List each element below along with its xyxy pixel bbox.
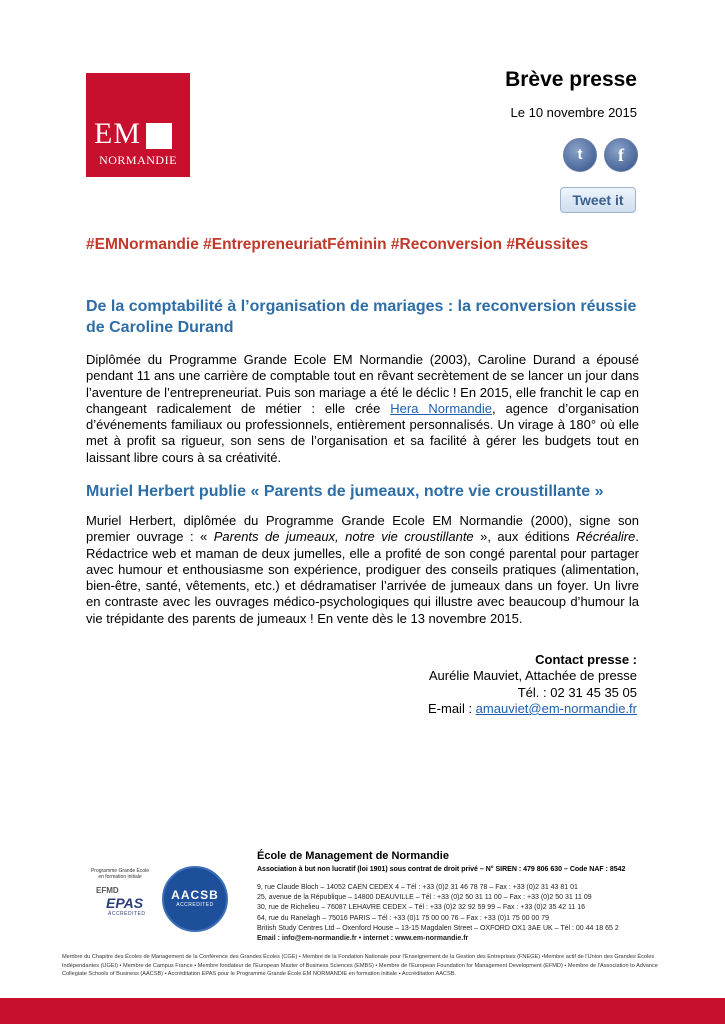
address-paris: 64, rue du Ranelagh – 75016 PARIS – Tél : +33 (0)1 75 00 00 76 – Fax : +33 (0)1 75 00 00 79 xyxy=(257,914,550,922)
school-name: École de Management de Normandie xyxy=(257,850,449,862)
article1-body xyxy=(86,352,639,466)
press-contact xyxy=(428,652,637,717)
article2-text-a: Muriel Herbert, diplômée du Programme Grande Ecole EM Normandie (2000), signe son premier ouvrage : « xyxy=(86,513,639,545)
aacsb-accredited: ACCREDITED xyxy=(176,902,214,908)
contact-label: Contact presse : xyxy=(535,652,637,667)
addresses xyxy=(257,883,619,944)
epas-accredited: ACCREDITED xyxy=(108,911,146,917)
epas-accreditation xyxy=(90,868,150,917)
address-deauville: 25, avenue de la République – 14800 DEAUVILLE – Tél : +33 (0)2 50 31 11 00 – Fax : +33 (0)2 50 31 11 09 xyxy=(257,894,592,902)
epas-label: EPAS xyxy=(106,895,144,911)
hashtags: #EMNormandie #EntrepreneuriatFéminin #Reconversion #Réussites xyxy=(86,236,589,253)
tree-icon xyxy=(146,123,172,149)
footer-bar xyxy=(0,998,725,1024)
hera-normandie-link[interactable]: Hera Normandie xyxy=(390,400,492,416)
book-title: Parents de jumeaux, notre vie croustillante xyxy=(213,529,474,545)
article2-text-b: », aux éditions xyxy=(473,529,577,545)
address-lehavre: 30, rue de Richelieu – 76087 LEHAVRE CEDEX – Tél : +33 (0)2 32 92 59 99 – Fax : +33 (0)2 35 42 11 16 xyxy=(257,904,586,912)
web-contact: Email : info@em-normandie.fr • internet : www.em-normandie.fr xyxy=(257,935,469,943)
pge-label: Programme Grande Ecole en formation initiale xyxy=(90,868,150,880)
contact-email-link[interactable]: amauviet@em-normandie.fr xyxy=(475,700,637,716)
address-oxford: British Study Centres Ltd – Oxenford House – 13-15 Magdalen Street – OXFORD OX1 3AE UK – Tél : 00 44 18 65 2 xyxy=(257,924,619,932)
contact-phone: Tél. : 02 31 45 35 05 xyxy=(517,684,637,700)
article1-heading: De la comptabilité à l’organisation de mariages : la reconversion réussie de Caroline Durand xyxy=(86,298,637,336)
facebook-icon[interactable]: f xyxy=(604,138,638,172)
page-title: Brève presse xyxy=(505,68,637,91)
address-caen: 9, rue Claude Bloch – 14052 CAEN CEDEX 4 – Tél : +33 (0)2 31 46 78 78 – Fax : +33 (0)2 31 43 81 01 xyxy=(257,884,578,891)
association-info: Association à but non lucratif (loi 1901) sous contrat de droit privé – N° SIREN : 479 806 630 – Code NAF : 8542 xyxy=(257,866,626,873)
article1-text-b: , agence d’organisation d’événements familiaux ou professionnels, entièrement personnalisés. Un virage à 180° où elle met à profit sa rigueur, son sens de l’organisation et sa facilité à gérer les budgets tout en laissant libre cours à sa créativité. xyxy=(86,400,640,465)
publisher-name: Récréalire xyxy=(576,529,636,545)
article1-text-a: Diplômée du Programme Grande Ecole EM Normandie (2003), Caroline Durand a épousé pendant 11 ans une carrière de comptable tout en rêvant secrètement de se lancer un jour dans l’aventure de l’entrepreneuriat. Puis son mariage a été le déclic ! En 2015, elle franchit le cap en changeant radicalement de métier : elle crée xyxy=(86,352,639,416)
email-label: E-mail : xyxy=(428,700,476,716)
em-normandie-logo xyxy=(86,73,190,177)
logo-subtitle: NORMANDIE xyxy=(99,153,177,167)
aacsb-seal xyxy=(162,866,228,932)
press-date: Le 10 novembre 2015 xyxy=(510,105,637,120)
twitter-icon[interactable]: t xyxy=(563,138,597,172)
logo-text: EM xyxy=(94,117,141,150)
tweet-it-button[interactable]: Tweet it xyxy=(560,187,636,213)
article2-heading: Muriel Herbert publie « Parents de jumeaux, notre vie croustillante » xyxy=(86,483,604,500)
contact-name: Aurélie Mauviet, Attachée de presse xyxy=(428,668,637,684)
article2-text-c: . Rédactrice web et maman de deux jumelles, elle a profité de son congé parental pour partager avec humour et enthousiasme son expérience, prodiguer des conseils pratiques (alimentation, bien-être, santé, vêtements, etc.) et dédramatiser l’arrivée de jumeaux dans un foyer. Un livre en contraste avec les ouvrages médico-psychologiques qui illustre avec beaucoup d’humour la vie trépidante des parents de jumeaux ! En vente dès le 13 novembre 2015. xyxy=(86,529,639,626)
memberships: Membre du Chapitre des Écoles de Management de la Conférence des Grandes Écoles (CGE) • Membre de la Fondation Nationale pour l'Enseignement de la Gestion des Entreprises (FNEGE) •Membre actif de l'Union des Grandes Écoles Indépendantes (UGEI) • Membre de Campus France • Membre fondateur de l'European Master of Business Sciences (EMBS) • Membre de l'European Foundation for Management Development (EFMD) • Membre de l'Association to Advance Collegiate Schools of Business (AACSB) • Accréditation EPAS pour le Programme Grande École EM NORMANDIE en formation initiale • Accréditation AACSB. xyxy=(62,954,658,978)
aacsb-label: AACSB xyxy=(171,888,219,902)
article2-body xyxy=(86,513,639,627)
efmd-label: EFMD xyxy=(96,886,119,895)
